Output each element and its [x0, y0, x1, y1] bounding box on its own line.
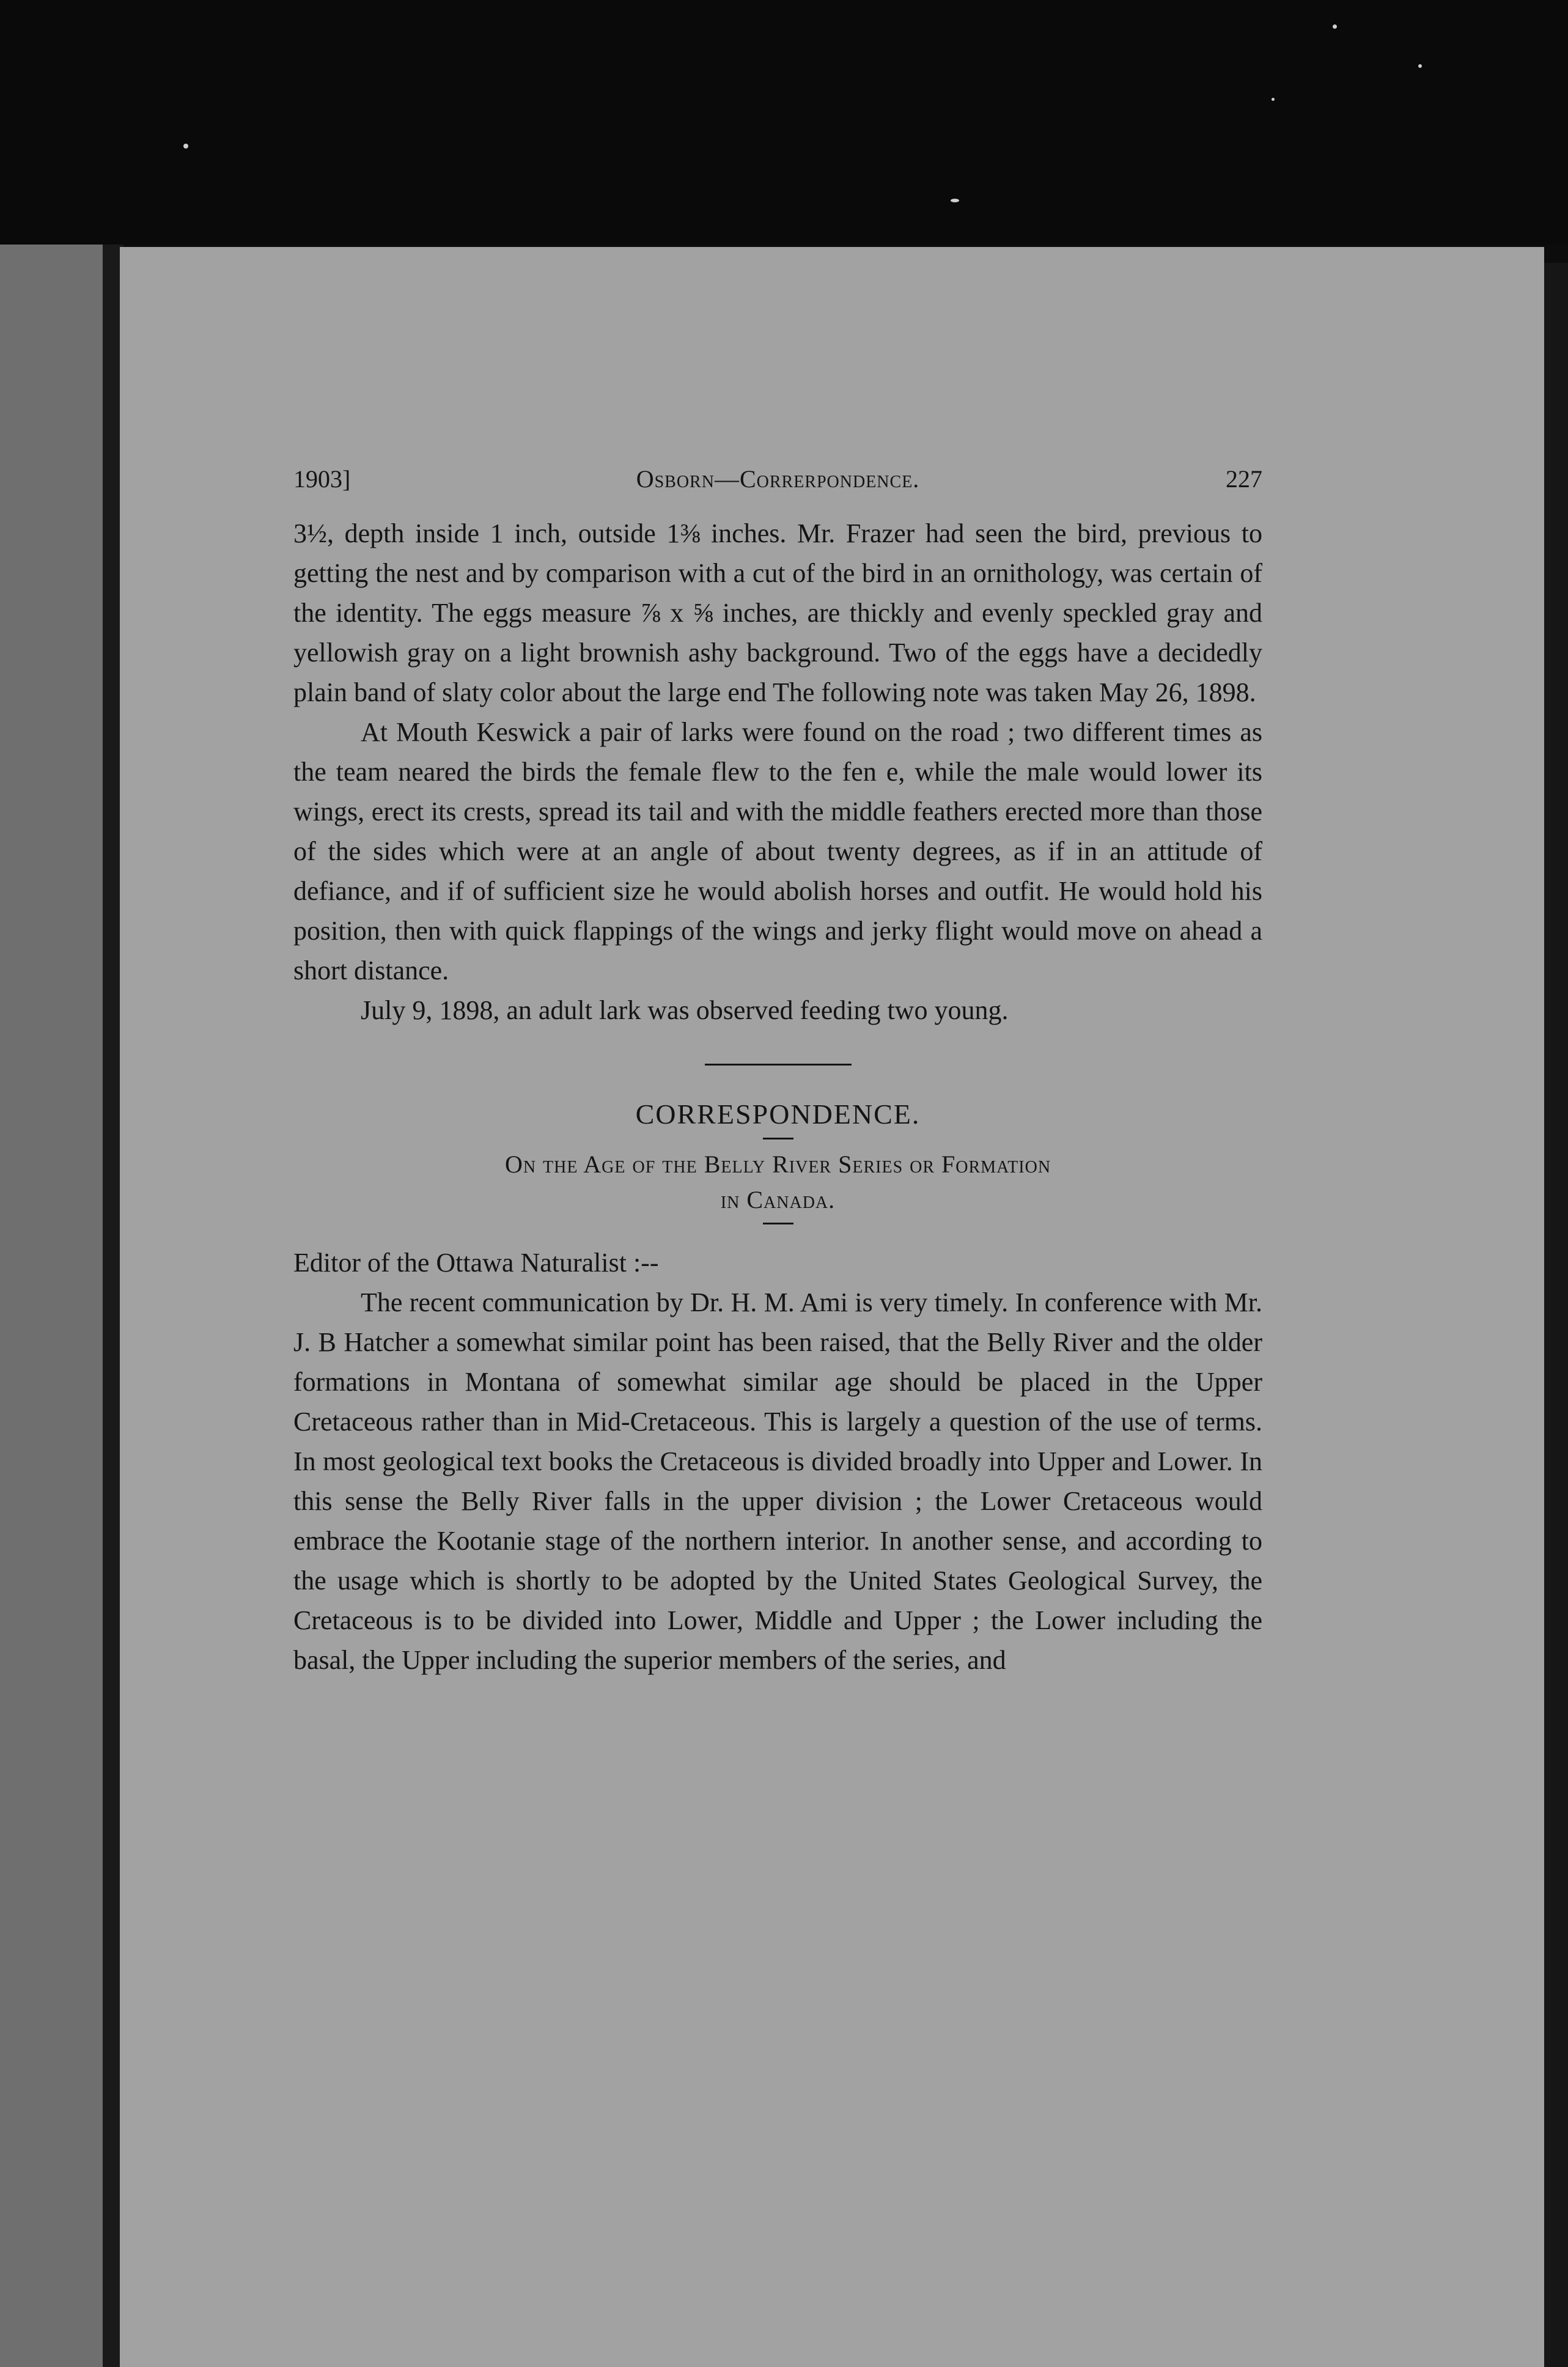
heading-divider: [763, 1138, 793, 1139]
facing-page-edge: [0, 245, 110, 2367]
title-divider: [763, 1223, 793, 1224]
article-paragraph: 3½, depth inside 1 inch, outside 1⅜ inches. Mr. Frazer had seen the bird, previous to getting the nest and by comparison with a cut of the bird in an ornithology, was certain of the identity. The eggs measure ⅞ x ⅝ inches, are thickly and evenly speckled gray and yellowish gray on a light brownish ashy background. Two of the eggs have a decidedly plain band of slaty color about the large end The following note was taken May 26, 1898.: [293, 518, 1262, 707]
dust-speck: [951, 199, 959, 202]
dust-speck: [1333, 24, 1337, 29]
scan-background-top: [0, 0, 1568, 245]
article-paragraph: At Mouth Keswick a pair of larks were found on the road ; two different times as the team neared the birds the female flew to the fen e, while the male would lower its wings, erect its crests, spread its tail and with the middle feathers erected more than those of the sides which were at an angle of about twenty degrees, as if in an attitude of defiance, and if of sufficient size he would abolish horses and outfit. He would hold his position, then with quick flappings of the wings and jerky flight would move on ahead a short distance.: [293, 717, 1262, 985]
running-head-title: Osborn—Correrpondence.: [636, 465, 920, 493]
page-edge-shadow: [1544, 263, 1568, 2367]
page-number: 227: [1226, 465, 1262, 493]
letter-title-line-2: in Canada.: [720, 1186, 836, 1213]
section-divider: [705, 1064, 852, 1066]
page-content: [293, 465, 1262, 1680]
letter-addressee: Editor of the Ottawa Naturalist :--: [293, 1248, 659, 1278]
dust-speck: [1418, 64, 1422, 68]
running-head: [293, 465, 1262, 514]
dust-speck: [1272, 98, 1275, 101]
running-head-year: 1903]: [293, 465, 351, 493]
letter-body: The recent communication by Dr. H. M. Ami is very timely. In conference with Mr. J. B Hatcher a somewhat similar point has been raised, that the Belly River and the older formations in Montana of somewhat similar age should be placed in the Upper Cretaceous rather than in Mid-Cretaceous. This is largely a question of the use of terms. In most geological text books the Cretaceous is divided broadly into Upper and Lower. In this sense the Belly River falls in the upper division ; the Lower Cretaceous would embrace the Kootanie stage of the northern interior. In another sense, and according to the usage which is shortly to be adopted by the United States Geological Survey, the Cretaceous is to be divided into Lower, Middle and Upper ; the Lower including the basal, the Upper including the superior members of the series, and: [293, 1287, 1262, 1675]
article-paragraph: July 9, 1898, an adult lark was observed feeding two young.: [361, 995, 1009, 1025]
letter-title-line-1: On the Age of the Belly River Series or Formation: [504, 1150, 1051, 1178]
dust-speck: [183, 144, 188, 149]
section-heading: CORRESPONDENCE.: [635, 1099, 921, 1130]
